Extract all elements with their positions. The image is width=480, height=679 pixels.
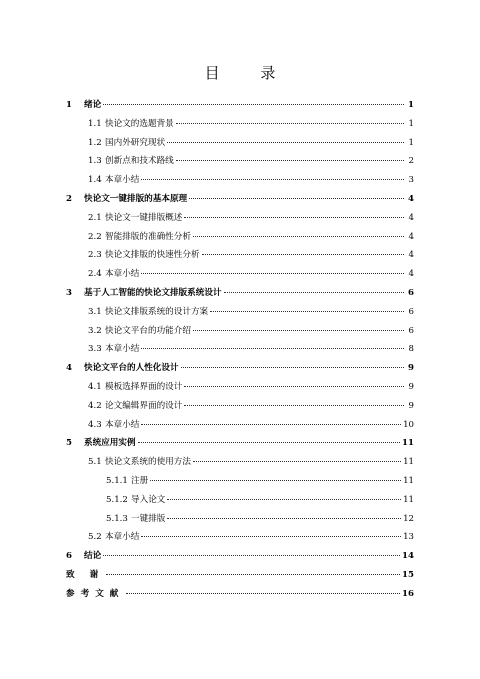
toc-entry-page-number: 3 <box>408 175 414 186</box>
toc-entry[interactable] <box>66 134 414 153</box>
toc-entry-page-number: 4 <box>408 250 414 261</box>
toc-entry-number: 3.3 <box>88 344 102 355</box>
dot-leader <box>181 367 404 368</box>
toc-entry[interactable] <box>66 340 414 359</box>
toc-entry-number: 1.3 <box>88 156 102 167</box>
toc-entry[interactable] <box>66 416 414 435</box>
toc-entry[interactable] <box>66 96 414 115</box>
toc-entry-page-number: 9 <box>408 363 414 374</box>
toc-entry[interactable] <box>66 472 414 491</box>
toc-entry-title: 参考文献 <box>66 588 125 599</box>
toc-entry-title: 注册 <box>131 475 149 486</box>
toc-entry-page-number: 11 <box>402 438 414 449</box>
toc-entry-title: 基于人工智能的快论文排版系统设计 <box>84 287 222 298</box>
dot-leader <box>167 142 404 143</box>
toc-entry[interactable] <box>66 171 414 190</box>
dot-leader <box>141 536 401 537</box>
toc-entry-number: 2.1 <box>88 212 102 223</box>
toc-entry-page-number: 4 <box>408 269 414 280</box>
toc-entry-page-number: 11 <box>403 475 414 486</box>
toc-entry[interactable] <box>66 322 414 341</box>
dot-leader <box>210 311 404 312</box>
toc-entry-title: 创新点和技术路线 <box>105 156 174 167</box>
toc-entry-number: 1.1 <box>88 118 102 129</box>
toc-entry-page-number: 10 <box>403 419 414 430</box>
toc-entry-page-number: 6 <box>408 287 414 298</box>
toc-entry-title: 快论文排版的快速性分析 <box>105 250 200 261</box>
toc-entry-title: 本章小结 <box>105 532 140 543</box>
toc-entry[interactable] <box>66 510 414 529</box>
toc-entry-number: 5.1.2 <box>106 494 128 505</box>
toc-entry-number: 5.1.3 <box>106 513 128 524</box>
toc-entry-number: 5.2 <box>88 532 102 543</box>
toc-entry-number: 4.2 <box>88 400 102 411</box>
dot-leader <box>184 405 404 406</box>
toc-entry-title: 绪论 <box>84 100 102 110</box>
toc-entry-title: 导入论文 <box>131 494 166 505</box>
toc-entry-number: 3.1 <box>88 306 102 317</box>
toc-entry-page-number: 11 <box>403 494 414 505</box>
toc-entry-title: 论文编辑界面的设计 <box>105 400 183 411</box>
toc-entry-title: 一键排版 <box>131 513 166 524</box>
dot-leader <box>224 292 404 293</box>
toc-entry-page-number: 13 <box>403 532 414 543</box>
toc-entry-number: 1.4 <box>88 175 102 186</box>
toc-entry-title: 本章小结 <box>105 344 140 355</box>
toc-entry-title: 快论文的选题背景 <box>105 118 174 129</box>
toc-entry-page-number: 1 <box>408 100 414 110</box>
toc-entry[interactable] <box>66 265 414 284</box>
toc-entry-number: 5.1.1 <box>106 475 128 486</box>
dot-leader <box>106 574 400 575</box>
toc-entry-page-number: 2 <box>408 156 414 167</box>
toc-entry-number: 4 <box>66 363 72 374</box>
toc-entry-number: 4.3 <box>88 419 102 430</box>
toc-entry-number: 3.2 <box>88 325 102 336</box>
dot-leader <box>176 123 404 124</box>
toc-entry-title: 快论文平台的人性化设计 <box>84 363 179 374</box>
toc-entry-page-number: 1 <box>408 118 414 129</box>
toc-entry-number: 2.4 <box>88 269 102 280</box>
dot-leader <box>103 104 404 105</box>
toc-entry-page-number: 11 <box>403 457 414 468</box>
toc-entry-title: 快论文系统的使用方法 <box>105 457 191 468</box>
toc-entry[interactable] <box>66 115 414 134</box>
toc-entry-page-number: 4 <box>408 193 414 204</box>
toc-entry-number: 1 <box>66 100 72 110</box>
toc-entry-page-number: 4 <box>408 212 414 223</box>
toc-entry-page-number: 1 <box>408 137 414 148</box>
dot-leader <box>193 461 401 462</box>
toc-entry-page-number: 14 <box>402 551 414 562</box>
toc-entry-page-number: 4 <box>408 231 414 242</box>
dot-leader <box>193 330 404 331</box>
toc-entry-page-number: 12 <box>403 513 414 524</box>
toc-entry-number: 5.1 <box>88 457 102 468</box>
dot-leader <box>176 160 404 161</box>
toc-entry-number: 2.2 <box>88 231 102 242</box>
toc-entry[interactable] <box>66 228 414 247</box>
toc-entry-page-number: 9 <box>408 400 414 411</box>
toc-entry-title: 快论文排版系统的设计方案 <box>105 306 209 317</box>
toc-entry[interactable] <box>66 303 414 322</box>
toc-entry-number: 2.3 <box>88 250 102 261</box>
toc-entry-title: 国内外研究现状 <box>105 137 166 148</box>
toc-entry-title: 结论 <box>84 551 102 562</box>
toc-entry-page-number: 9 <box>408 381 414 392</box>
toc-entry-number: 4.1 <box>88 381 102 392</box>
dot-leader <box>150 480 401 481</box>
toc-entry[interactable] <box>66 491 414 510</box>
dot-leader <box>202 254 404 255</box>
dot-leader <box>103 555 400 556</box>
table-of-contents <box>66 96 414 604</box>
toc-entry-title: 致 谢 <box>66 569 105 580</box>
toc-entry-title: 本章小结 <box>105 419 140 430</box>
dot-leader <box>184 386 404 387</box>
toc-entry-number: 5 <box>66 438 72 449</box>
toc-entry[interactable] <box>66 378 414 397</box>
toc-entry[interactable] <box>66 528 414 547</box>
dot-leader <box>184 217 404 218</box>
dot-leader <box>138 442 400 443</box>
toc-entry-number: 3 <box>66 287 72 298</box>
toc-entry-title: 本章小结 <box>105 175 140 186</box>
toc-entry[interactable] <box>66 397 414 416</box>
dot-leader <box>193 236 404 237</box>
toc-entry-number: 1.2 <box>88 137 102 148</box>
dot-leader <box>126 593 400 594</box>
toc-entry[interactable] <box>66 585 414 604</box>
toc-entry[interactable] <box>66 284 414 303</box>
dot-leader <box>141 424 401 425</box>
toc-entry[interactable] <box>66 190 414 209</box>
toc-entry-title: 模板选择界面的设计 <box>105 381 183 392</box>
toc-entry-page-number: 15 <box>402 569 414 580</box>
toc-entry[interactable] <box>66 359 414 378</box>
toc-entry-title: 快论文平台的功能介绍 <box>105 325 191 336</box>
toc-entry-title: 系统应用实例 <box>84 438 136 449</box>
dot-leader <box>189 198 404 199</box>
toc-entry[interactable] <box>66 209 414 228</box>
toc-entry-page-number: 8 <box>408 344 414 355</box>
toc-entry[interactable] <box>66 547 414 566</box>
dot-leader <box>167 518 401 519</box>
dot-leader <box>141 273 404 274</box>
dot-leader <box>141 179 404 180</box>
toc-entry-title: 快论文一键排版概述 <box>105 212 183 223</box>
toc-entry[interactable] <box>66 246 414 265</box>
toc-entry-number: 6 <box>66 551 72 562</box>
toc-entry-title: 快论文一键排版的基本原理 <box>84 193 188 204</box>
toc-entry-number: 2 <box>66 193 72 204</box>
toc-entry-title: 智能排版的准确性分析 <box>105 231 191 242</box>
toc-entry-page-number: 16 <box>402 588 414 599</box>
toc-entry[interactable] <box>66 152 414 171</box>
toc-entry[interactable] <box>66 453 414 472</box>
toc-entry-page-number: 6 <box>408 306 414 317</box>
toc-entry[interactable] <box>66 434 414 453</box>
dot-leader <box>167 499 401 500</box>
page-title: 目 录 <box>204 64 294 82</box>
dot-leader <box>141 348 404 349</box>
toc-entry-page-number: 6 <box>408 325 414 336</box>
toc-entry-title: 本章小结 <box>105 269 140 280</box>
toc-entry[interactable] <box>66 566 414 585</box>
